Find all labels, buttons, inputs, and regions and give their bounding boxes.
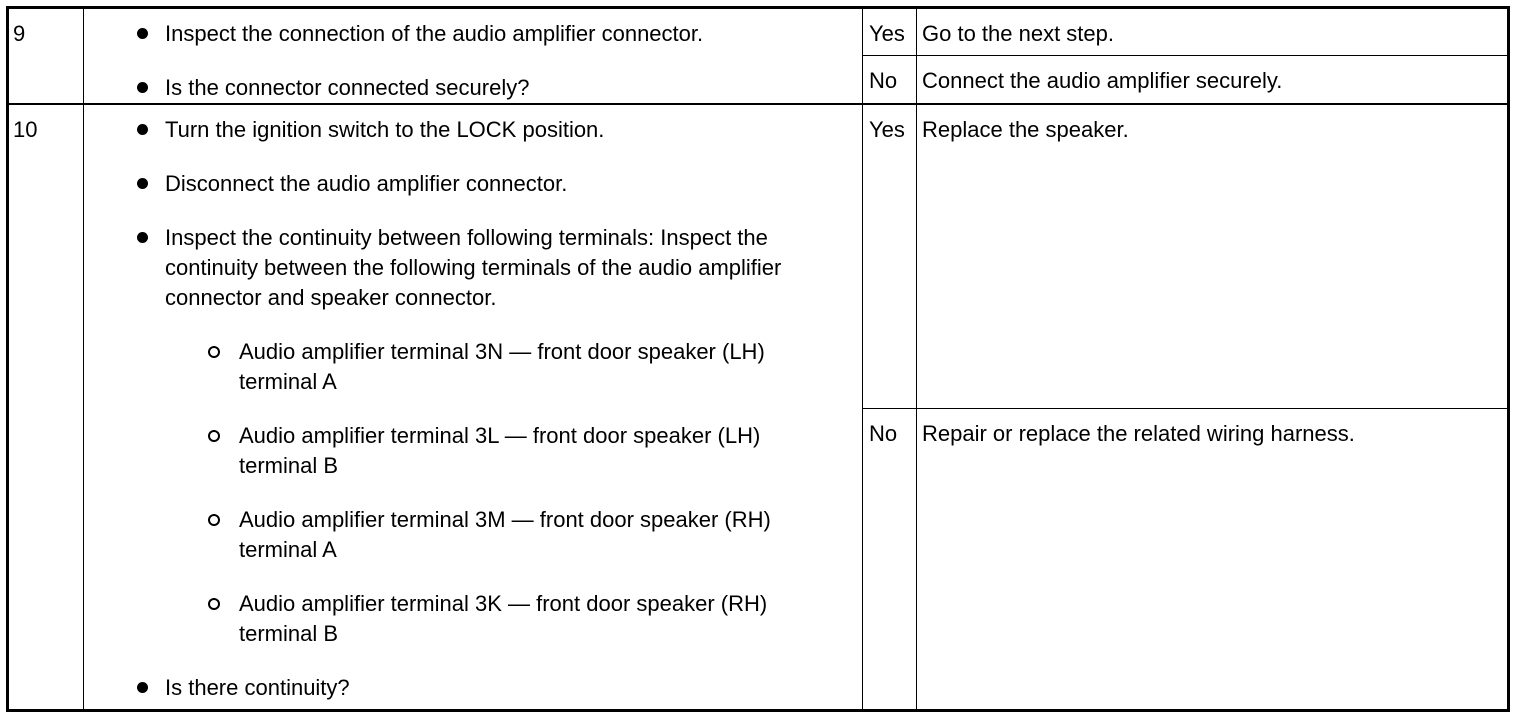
action-item: Inspect the continuity between following terminals: Inspect the continuity between the following terminals of the audio amplifier connector and speaker connector.: [84, 223, 862, 313]
yes-result: Replace the speaker.: [917, 104, 1509, 408]
no-label: No: [863, 408, 917, 711]
step-10-row-yes: [8, 104, 1509, 408]
action-item: Inspect the connection of the audio amplifier connector.: [84, 19, 862, 49]
step-number: 10: [8, 104, 84, 711]
sub-item: Audio amplifier terminal 3L — front door speaker (LH) terminal B: [84, 421, 862, 481]
step-number: 9: [8, 8, 84, 105]
action-item: Disconnect the audio amplifier connector.: [84, 169, 862, 199]
yes-label: Yes: [863, 8, 917, 56]
yes-result: Go to the next step.: [917, 8, 1509, 56]
yes-label: Yes: [863, 104, 917, 408]
action-item: Turn the ignition switch to the LOCK position.: [84, 115, 862, 145]
sub-item: Audio amplifier terminal 3K — front door speaker (RH) terminal B: [84, 589, 862, 649]
no-label: No: [863, 56, 917, 104]
action-item: Is there continuity?: [84, 673, 862, 703]
no-result: Repair or replace the related wiring harness.: [917, 408, 1509, 711]
step-actions: [84, 8, 863, 105]
diagnostic-table: [6, 6, 1510, 712]
sub-item: Audio amplifier terminal 3N — front door speaker (LH) terminal A: [84, 337, 862, 397]
sub-item: Audio amplifier terminal 3M — front door speaker (RH) terminal A: [84, 505, 862, 565]
no-result: Connect the audio amplifier securely.: [917, 56, 1509, 104]
step-actions: [84, 104, 863, 711]
step-9-row-yes: [8, 8, 1509, 56]
action-item: Is the connector connected securely?: [84, 73, 862, 103]
